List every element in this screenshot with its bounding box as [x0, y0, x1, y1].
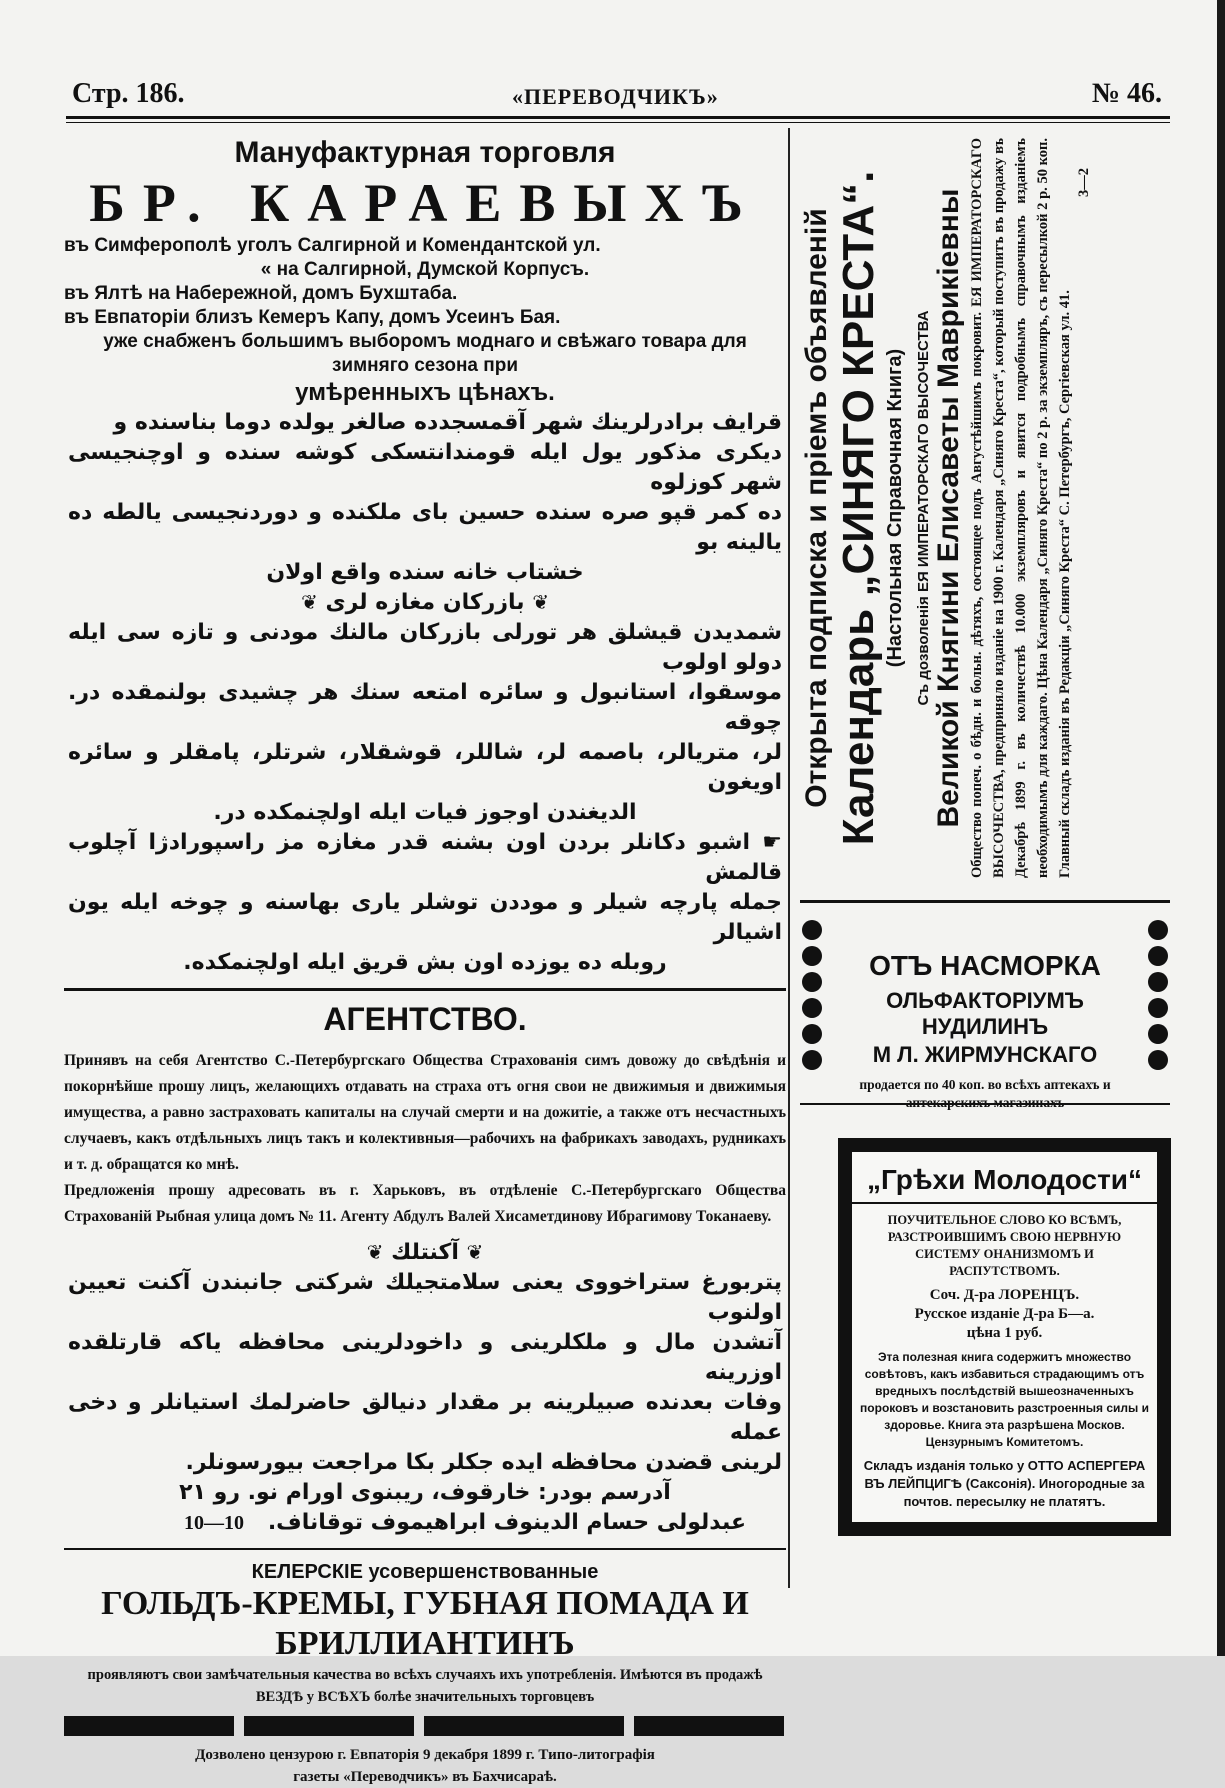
karaev-line-4: въ Евпаторіи близъ Кемеръ Капу, домъ Усеинъ Бая. — [64, 307, 561, 328]
karaev-arabic-2: ديكرى مذكور يول ايله قومندانتسكى كوشه سنده و اوچنجيسى شهر كوزلوه — [68, 440, 782, 495]
column-rule — [788, 128, 790, 1588]
karaev-line-5: уже снабженъ большимъ выборомъ моднаго и свѣжаго товара для — [103, 331, 747, 352]
grekhi-author: Соч. Д-ра ЛОРЕНЦЪ. — [929, 1287, 1080, 1303]
calendar-text: Общество попеч. о бѣдн. и больн. дѣтяхъ, состоящее подъ Августѣйшимъ покровит. ЕЯ ИМПЕРАТОРСКАГО ВЫСОЧЕСТВА, предприняло изданіе на 1900 г. Календаря „Синяго Креста“, который поступитъ въ продажу въ Декабрѣ 1899 г. въ количествѣ 10.000 экземпляровъ и явится подробнымъ справочнымъ изданіемъ необходимымъ для каждаго. Цѣна Календаря „Синяго Креста“ по 2 р. за экземпляръ, съ пересылкой 2 р. 50 коп. Главный складъ изданія въ Редакціи „Синяго Креста“ С. Петербургъ, Сергіевская ул. 41. — [969, 138, 1073, 878]
black-bars — [64, 1716, 786, 1736]
karaev-arabic-11: روبله ده يوزده اون بش قريق ايله اولچنمكده. — [183, 950, 667, 975]
ornament-icon: ❦ — [366, 1240, 384, 1264]
calendar-line-1: Открыта подписка и пріемъ объявленій — [800, 208, 833, 808]
dot — [802, 972, 822, 992]
karaev-line-1: въ Симферополѣ уголъ Салгирной и Комендантской ул. — [64, 235, 601, 256]
agency-text-2: Предложенія прошу адресовать въ г. Харьковъ, въ отдѣленіе С.-Петербургскаго Общества Страхованій Рыбная улица домъ № 11. Агенту Абдулъ Валей Хисаметдинову Ибрагимову Токанаеву. — [64, 1182, 786, 1225]
keler-line-1: КЕЛЕРСКІЕ усовершенствованные — [251, 1561, 599, 1583]
karaev-arabic-subtitle — [64, 588, 786, 618]
nasmork-content — [828, 918, 1142, 1112]
nasmork-line-3: М Л. ЖИРМУНСКАГО — [872, 1042, 1098, 1067]
header-rule — [66, 116, 1170, 119]
pointing-hand-icon: ☛ — [762, 830, 782, 855]
calendar-line-5: Великой Княгини Елисаветы Маврикіевны — [932, 188, 965, 828]
ornament-icon: ❦ — [466, 1240, 484, 1264]
issue-number: № 46. — [1091, 78, 1162, 109]
dot — [802, 998, 822, 1018]
keler-line-3: проявляютъ свои замѣчательныя качества во всѣхъ случаяхъ ихъ употребленія. Имѣются въ продажѣ ВЕЗДѢ у ВСѢХЪ болѣе значительныхъ торговцевъ — [87, 1667, 763, 1705]
agency-arabic-4: لرينى قضدن محافظه ايده جكلر بكا مراجعت بيورسونلر. — [185, 1450, 782, 1475]
ornament-icon: ❦ — [301, 590, 318, 614]
dots-left — [800, 918, 824, 1088]
dot — [1148, 920, 1168, 940]
nasmork-line-4: продается по 40 коп. во всѣхъ аптекахъ и — [859, 1077, 1111, 1092]
right-column — [800, 128, 1170, 1588]
agency-arabic-1: پتربورغ ستراخووى يعنى سلامتجيلك شركتى جانبندن آكنت تعيين اولنوب — [68, 1270, 782, 1325]
karaev-line-3: въ Ялтѣ на Набережной, домъ Бухштаба. — [64, 283, 458, 304]
dot — [802, 946, 822, 966]
karaev-line-2: « на Салгирной, Думской Корпусъ. — [260, 259, 590, 280]
grekhi-warehouse: Складъ изданія только у ОТТО АСПЕРГЕРА ВЪ ЛЕЙПЦИГѢ (Саксонія). Иногородные за почтов. пересылку не платятъ. — [863, 1458, 1146, 1509]
grekhi-edition: Русское изданіе Д-ра Б—а. — [914, 1306, 1095, 1322]
section-divider — [64, 988, 786, 991]
calendar-ad-rotated — [800, 138, 1170, 878]
karaev-arabic-1: قرايف برادرلرينك شهر آقمسجدده صالغر يولده دوما بناسنده و — [113, 410, 782, 435]
section-divider — [800, 900, 1170, 903]
dot — [1148, 1050, 1168, 1070]
page-edge-shadow — [1217, 0, 1225, 1656]
grekhi-title: „Грѣхи Молодости“ — [852, 1164, 1157, 1204]
dot — [1148, 998, 1168, 1018]
dot — [802, 920, 822, 940]
calendar-line-2: Календарь „СИНЯГО КРЕСТА“. — [834, 170, 883, 846]
nasmork-ad — [800, 918, 1170, 1092]
dots-right — [1146, 918, 1170, 1088]
calendar-ad — [800, 128, 1170, 888]
ornament-icon: ❦ — [532, 590, 549, 614]
keler-ad — [64, 1560, 786, 1736]
newspaper-title: «ПЕРЕВОДЧИКЪ» — [512, 84, 719, 109]
agency-arabic-5: آدرسم بودر: خارقوف، ريبنوى اورام نو. رو ٢١ — [179, 1480, 671, 1505]
imprint-line-1: Дозволено цензурою г. Евпаторія 9 декабря 1899 г. Типо-литографія — [195, 1747, 655, 1763]
nasmork-line-2: ОЛЬФАКТОРІУМЪ НУДИЛИНЪ — [886, 988, 1084, 1039]
karaev-arabic-4: خشتاب خانه سنده واقع اولان — [266, 560, 584, 585]
agency-arabic-title — [64, 1238, 786, 1268]
karaev-arabic-7: لر، متريالر، باصمه لر، شاللر، قوشقلار، شرتلر، پامقلر و سائره اويغون — [68, 740, 782, 795]
black-bar — [244, 1716, 414, 1736]
agency-title: АГЕНТСТВО. — [323, 1001, 527, 1037]
agency-signature-row — [64, 1508, 786, 1538]
dot — [802, 1024, 822, 1044]
karaev-ad — [64, 136, 786, 978]
page-number: Стр. 186. — [72, 78, 185, 109]
grekhi-subtitle: ПОУЧИТЕЛЬНОЕ СЛОВО КО ВСѢМЪ, РАЗСТРОИВШИМЪ СВОЮ НЕРВНУЮ СИСТЕМУ ОНАНИЗМОМЪ И РАСПУТСТВОМЪ. — [887, 1213, 1122, 1278]
karaev-arabic-6: موسقوا، استانبول و سائره امتعه سنك هر چشيدى بولنمقده در. چوقه — [68, 680, 782, 735]
dot — [802, 1050, 822, 1070]
karaev-arabic-9-text: اشبو دكانلر بردن اون بشنه قدر مغازه مز راسپورادژا آچلوب قالمش — [68, 830, 782, 885]
agency-ad — [64, 1001, 786, 1538]
grekhi-description: Эта полезная книга содержитъ множество совѣтовъ, какъ избавиться страдающимъ отъ вредныхъ послѣдствій вышеозначенныхъ пороковъ и возстановить разстроенныя силы и здоровье. Книга эта разрѣшена Москов. Цензурнымъ Комитетомъ. — [860, 1350, 1149, 1449]
karaev-arabic-3: ده كمر قپو صره سنده حسين باى ملكنده و دوردنجيسى يالطه ده يالينه بو — [68, 500, 782, 555]
section-divider — [800, 1103, 1170, 1105]
header-rule-thin — [66, 122, 1170, 123]
grekhi-ad — [838, 1138, 1171, 1536]
agency-arabic-2: آتشدن مال و ملكلرينى و داخودلرينى محافظه ياكه قارتلقده اوزرينه — [68, 1330, 782, 1385]
dot — [1148, 972, 1168, 992]
karaev-line-7: умѣренныхъ цѣнахъ. — [295, 379, 555, 406]
karaev-ad-title: Мануфактурная торговля — [234, 136, 616, 169]
agency-arabic-6: عبدلولى حسام الدينوف ابراهيموف توقاناف. — [267, 1510, 746, 1535]
calendar-line-3: (Настольная Справочная Книга) — [884, 348, 906, 668]
agency-arabic-title-text: آكنتلك — [391, 1240, 459, 1265]
agency-arabic-3: وفات بعدنده صبيلرينه بر مقدار دنيالق حاضرلمك استيانلر و دخى عمله — [68, 1390, 782, 1445]
karaev-arabic-10: جمله پارچه شيلر و موددن توشلر يارى بهاسنه و چوخه ايله يون اشيالر — [68, 890, 782, 945]
agency-number: 10—10 — [184, 1511, 244, 1534]
karaev-line-6: зимняго сезона при — [331, 355, 519, 376]
calendar-number: 3—2 — [1076, 168, 1092, 197]
karaev-ad-name: БР. КАРАЕВЫХЪ — [89, 173, 761, 233]
agency-text-1: Принявъ на себя Агентство С.-Петербургскаго Общества Страхованія симъ довожу до свѣдѣнія и покорнѣйше прошу лицъ, желающихъ отдавать на страха отъ огня свои не движимыя и движимыя имущества, а равно застраховать капиталы на случай смерти и на дожитіе, а также отъ несчастныхъ случаевъ, какъ отдѣльныхъ лицъ такъ и колективныя—рабочихъ на фабрикахъ заводахъ, рудникахъ и т. д. обращатся ко мнѣ. — [64, 1052, 786, 1173]
left-column — [64, 128, 786, 1788]
footer-imprint — [64, 1744, 786, 1788]
keler-line-2: ГОЛЬДЪ-КРЕМЫ, ГУБНАЯ ПОМАДА И БРИЛЛИАНТИНЪ — [101, 1585, 749, 1662]
karaev-arabic-subtitle-text: بازركان مغازه لرى — [325, 590, 525, 615]
grekhi-price: цѣна 1 руб. — [966, 1325, 1043, 1341]
dot — [1148, 1024, 1168, 1044]
karaev-arabic-5: شمديدن قيشلق هر تورلى بازركان مالنك مودنى و تازه سى ايله دولو اولوب — [68, 620, 782, 675]
black-bar — [634, 1716, 784, 1736]
dot — [1148, 946, 1168, 966]
calendar-line-4: Съ дозволенія ЕЯ ИМПЕРАТОРСКАГО ВЫСОЧЕСТВА — [915, 310, 932, 706]
section-divider — [64, 1548, 786, 1550]
imprint-line-2: газеты «Переводчикъ» въ Бахчисараѣ. — [293, 1769, 557, 1785]
karaev-arabic-9 — [64, 828, 786, 888]
page-header — [72, 78, 1162, 114]
black-bar — [424, 1716, 624, 1736]
karaev-arabic-8: الديغندن اوجوز فيات ايله اولچنمكده در. — [213, 800, 637, 825]
black-bar — [64, 1716, 234, 1736]
nasmork-line-1: ОТЪ НАСМОРКА — [869, 950, 1101, 981]
